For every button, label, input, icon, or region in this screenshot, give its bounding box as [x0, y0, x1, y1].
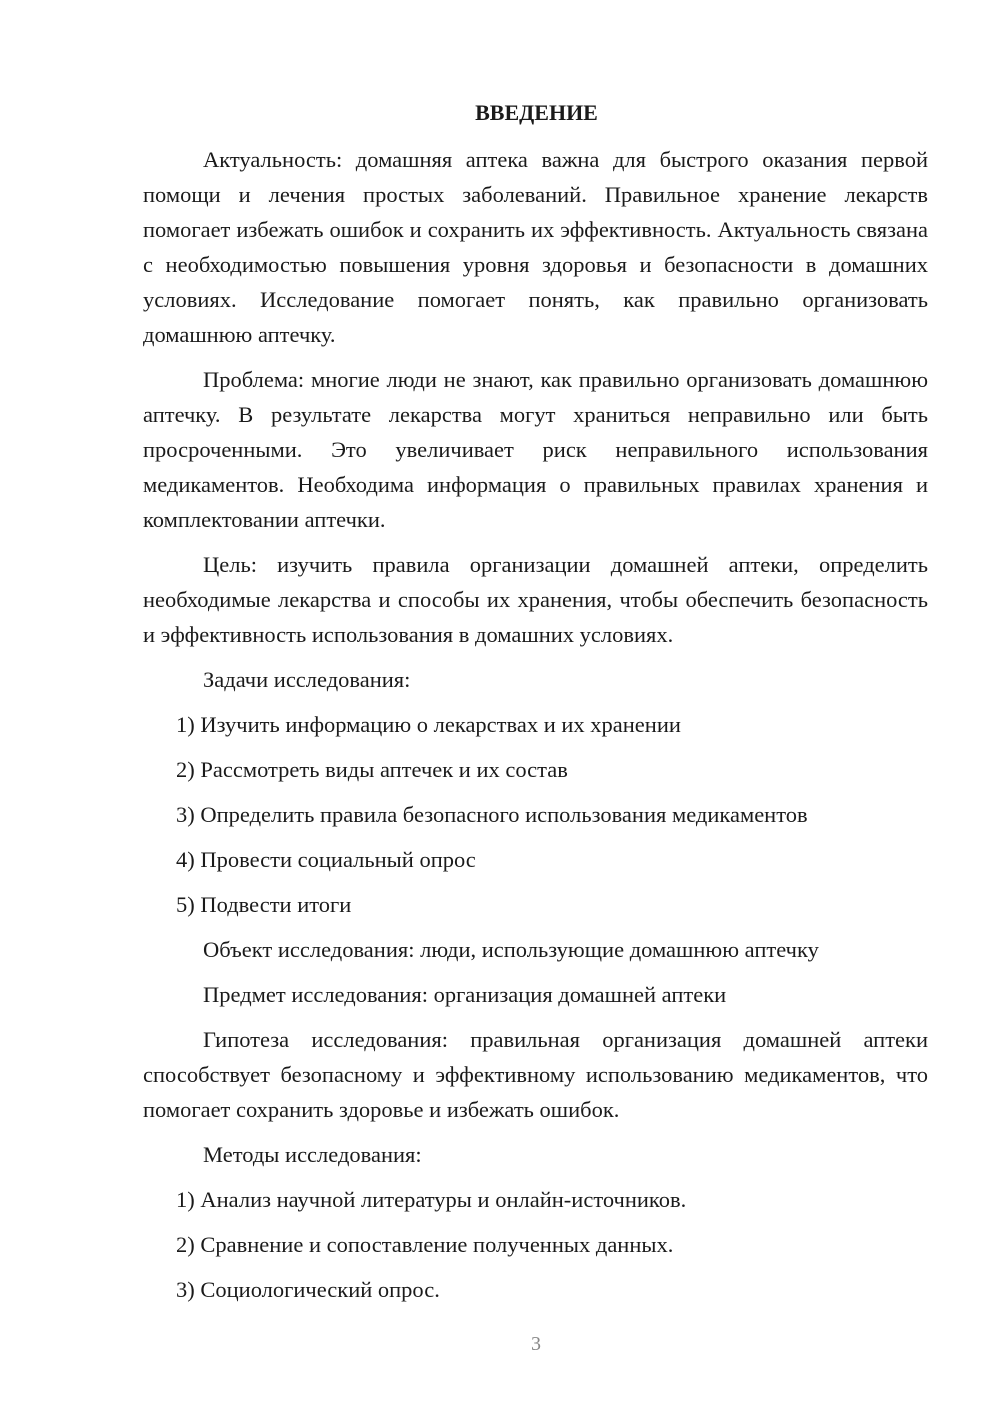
- tasks-list: [143, 707, 928, 922]
- list-item: 1) Изучить информацию о лекарствах и их хранении: [176, 712, 681, 737]
- list-item: 2) Сравнение и сопоставление полученных данных.: [176, 1232, 674, 1257]
- document-page: [143, 95, 928, 1317]
- tasks-heading: Задачи исследования:: [203, 667, 411, 692]
- subject-line: Предмет исследования: организация домашней аптеки: [203, 982, 727, 1007]
- list-item: 5) Подвести итоги: [176, 892, 352, 917]
- list-item: 2) Рассмотреть виды аптечек и их состав: [176, 757, 568, 782]
- methods-heading: Методы исследования:: [203, 1142, 422, 1167]
- page-number: 3: [531, 1333, 541, 1355]
- problem-paragraph: Проблема: многие люди не знают, как правильно организовать домашнюю аптечку. В результате лекарства могут храниться неправильно или быть просроченными. Это увеличивает риск неправильного использования медикаментов. Необходима информация о правильных правилах хранения и комплектовании аптечки.: [143, 367, 928, 532]
- relevance-paragraph: Актуальность: домашняя аптека важна для быстрого оказания первой помощи и лечения простых заболеваний. Правильное хранение лекарств помогает избежать ошибок и сохранить их эффективность. Актуальность связана с необходимостью повышения уровня здоровья и безопасности в домашних условиях. Исследование помогает понять, как правильно организовать домашнюю аптечку.: [143, 147, 928, 347]
- list-item: 4) Провести социальный опрос: [176, 847, 476, 872]
- list-item: 1) Анализ научной литературы и онлайн-источников.: [176, 1187, 687, 1212]
- methods-list: [143, 1182, 928, 1307]
- object-line: Объект исследования: люди, использующие домашнюю аптечку: [203, 937, 819, 962]
- list-item: 3) Социологический опрос.: [176, 1277, 440, 1302]
- section-heading: ВВЕДЕНИЕ: [475, 100, 598, 125]
- goal-paragraph: Цель: изучить правила организации домашней аптеки, определить необходимые лекарства и способы их хранения, чтобы обеспечить безопасность и эффективность использования в домашних условиях.: [143, 552, 928, 647]
- hypothesis-paragraph: Гипотеза исследования: правильная организация домашней аптеки способствует безопасному и эффективному использованию медикаментов, что помогает сохранить здоровье и избежать ошибок.: [143, 1027, 928, 1122]
- list-item: 3) Определить правила безопасного использования медикаментов: [176, 802, 808, 827]
